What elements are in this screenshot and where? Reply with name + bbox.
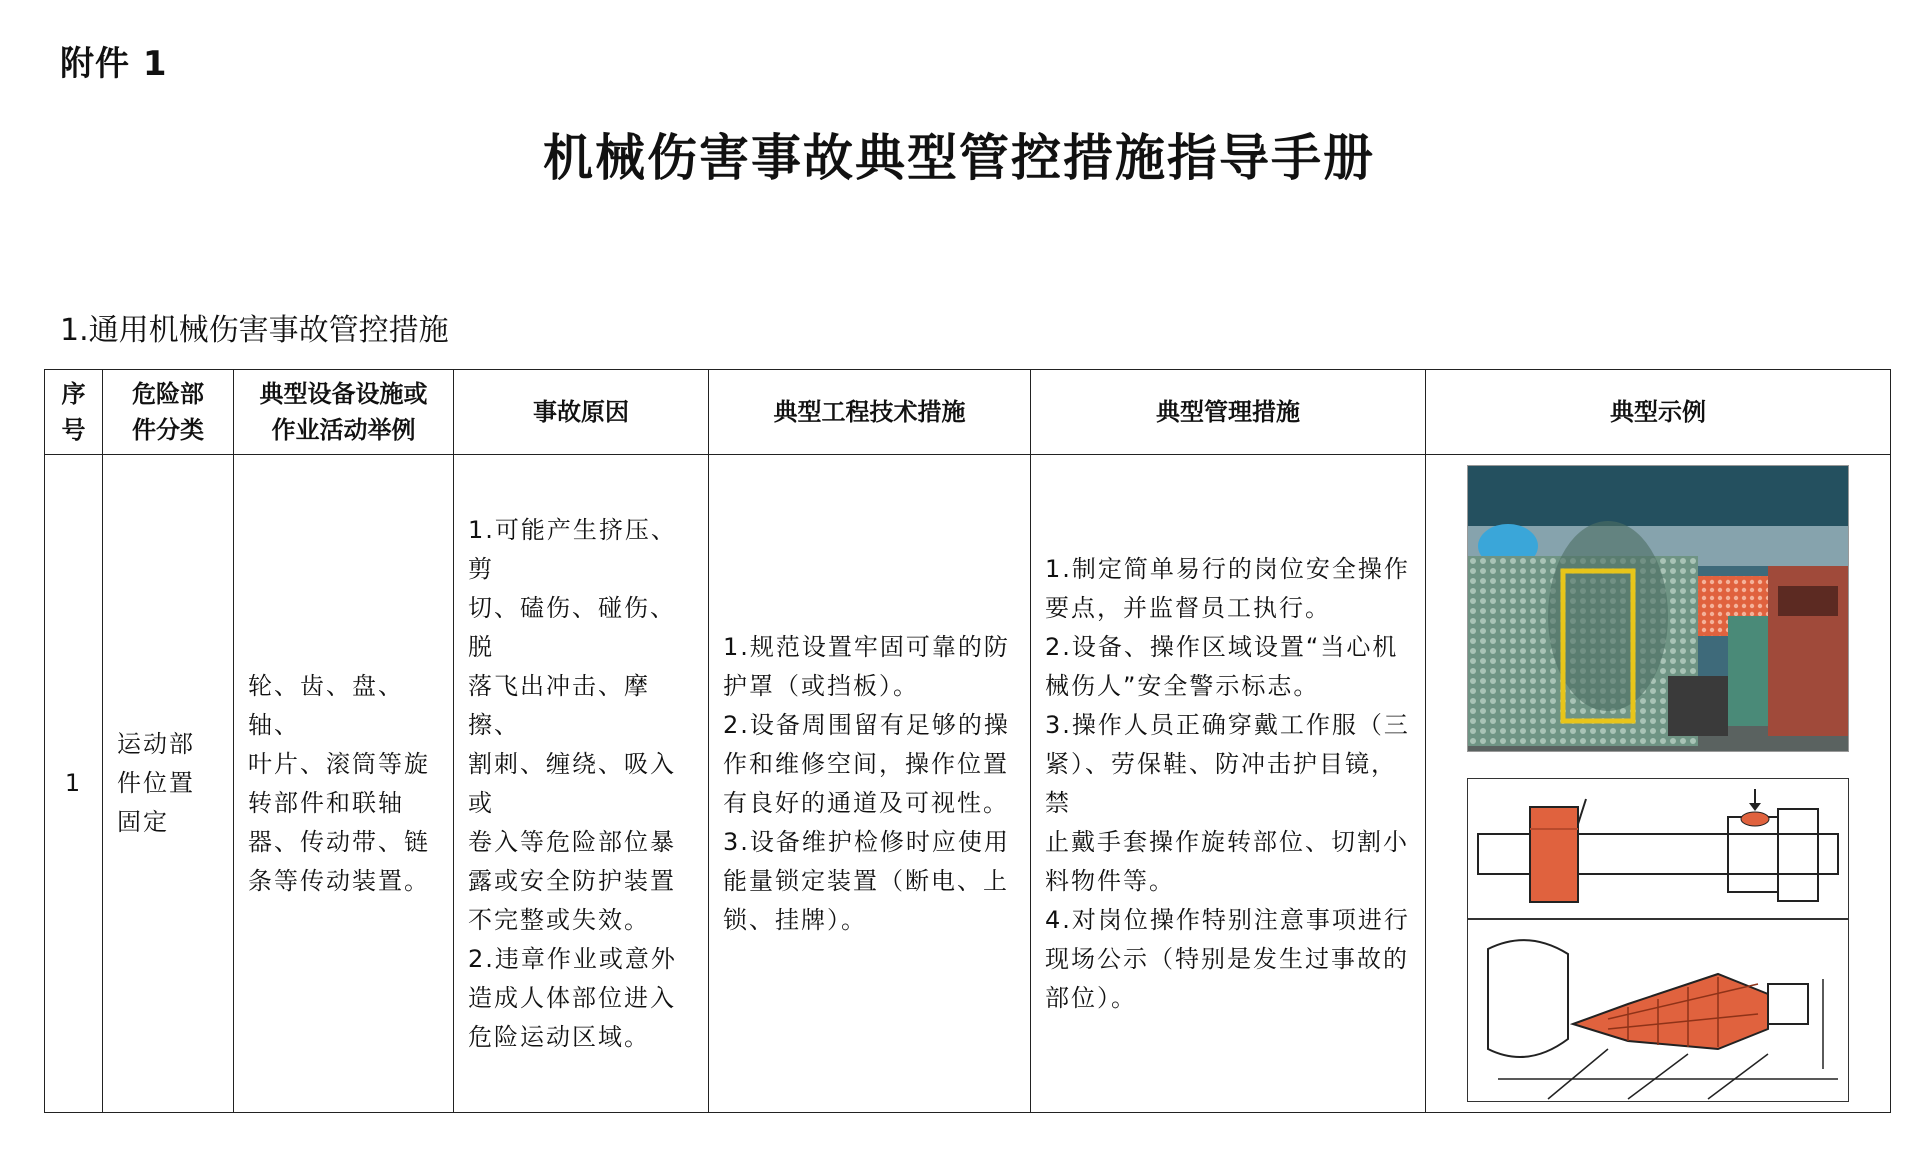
row-category: 运动部 件位置 固定 [103,455,234,1113]
coupling-guard-drawing [1488,940,1838,1099]
header-engineering: 典型工程技术措施 [709,370,1031,455]
document-title: 机械伤害事故典型管控措施指导手册 [543,128,1375,187]
row-seq: 1 [45,455,103,1113]
row-management: 1.制定简单易行的岗位安全操作 要点，并监督员工执行。 2.设备、操作区域设置“当心机 械伤人”安全警示标志。 3.操作人员正确穿戴工作服（三 紧）、劳保鞋、防冲击护目镜，禁 止戴手套操作旋转部位、切割小 料物件等。 4.对岗位操作特别注意事项进行 现场公示（特别是发生过事故的 部位）。 [1031,455,1426,1113]
shaft-guard-drawing [1468,789,1848,919]
control-measures-table [44,369,1891,1113]
row-equipment: 轮、齿、盘、轴、 叶片、滚筒等旋 转部件和联轴 器、传动带、链 条等传动装置。 [234,455,454,1113]
guard-drawings [1467,778,1849,1102]
header-category: 危险部 件分类 [103,370,234,455]
header-equipment: 典型设备设施或 作业活动举例 [234,370,454,455]
example-images [1426,465,1890,1102]
header-seq: 序 号 [45,370,103,455]
row-engineering: 1.规范设置牢固可靠的防 护罩（或挡板）。 2.设备周围留有足够的操 作和维修空间，操作位置 有良好的通道及可视性。 3.设备维护检修时应使用 能量锁定装置（断电、上 锁、挂牌）。 [709,455,1031,1113]
table-header-row [45,370,1891,455]
header-example: 典型示例 [1426,370,1891,455]
header-cause: 事故原因 [454,370,709,455]
section-heading: 1.通用机械伤害事故管控措施 [60,313,449,348]
row-example [1426,455,1891,1113]
table-row [45,455,1891,1113]
attachment-label: 附件 1 [60,44,168,84]
row-cause: 1.可能产生挤压、剪 切、磕伤、碰伤、脱 落飞出冲击、摩擦、 割刺、缠绕、吸入或 卷入等危险部位暴 露或安全防护装置 不完整或失效。 2.违章作业或意外 造成人体部位进入 危险运动区域。 [454,455,709,1113]
machine-photo [1467,465,1849,752]
header-management: 典型管理措施 [1031,370,1426,455]
